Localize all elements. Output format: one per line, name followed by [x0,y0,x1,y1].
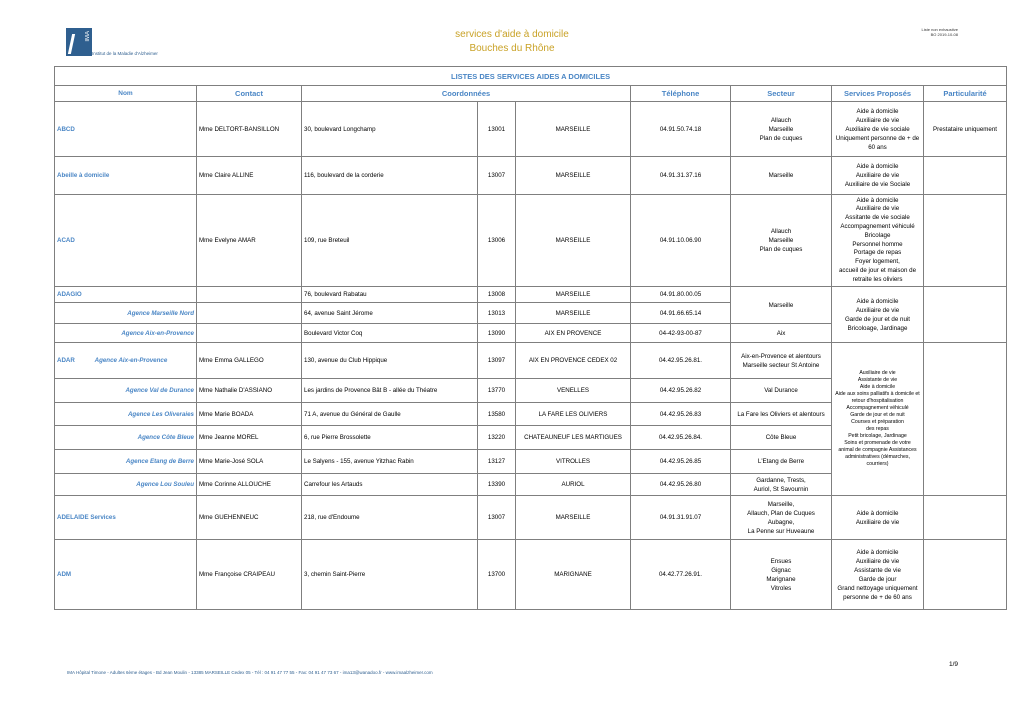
phone: 04.91.31.91.07 [631,496,731,540]
postal-code: 13700 [478,540,516,610]
address: 130, avenue du Club Hippique [302,343,478,379]
contact-name: Mme Françoise CRAIPEAU [197,540,302,610]
services-list: Aide à domicile Auxiliaire de vie Assistante de vie Garde de jour Grand nettoyage uniquement personne de + de 60 ans [832,540,924,610]
sector: Marseille [731,287,832,324]
logo-text: IMA [85,31,91,42]
contact-name: Mme Evelyne AMAR [197,195,302,287]
phone: 04.42.95.26.84. [631,426,731,450]
services-list: Aide à domicile Auxiliaire de vie Auxiliaire de vie Sociale [832,157,924,195]
contact-name: Mme GUEHENNEUC [197,496,302,540]
sector: Aix-en-Provence et alentours Marseille secteur St Antoine [731,343,832,379]
particularity [924,287,1007,343]
table-row [55,496,1007,540]
header-particularite: Particularité [924,86,1007,102]
phone: 04.91.10.06.90 [631,195,731,287]
contact-name: Mme Claire ALLINE [197,157,302,195]
address: 109, rue Breteuil [302,195,478,287]
org-name: ADM [55,540,197,610]
services-list: Aide à domicile Auxiliaire de vie [832,496,924,540]
table-header-row [55,86,1007,102]
city: AIX EN PROVENCE [516,324,631,343]
agency-name: Agence Val de Durance [55,379,197,403]
postal-code: 13127 [478,450,516,474]
table-row [55,195,1007,287]
agency-name: Agence Aix-en-Provence [94,357,168,364]
agency-name: Agence Aix-en-Provence [55,324,197,343]
city: MARSEILLE [516,157,631,195]
particularity [924,496,1007,540]
postal-code: 13090 [478,324,516,343]
agency-name: Agence Lou Souleu [55,474,197,496]
header-coordonnees: Coordonnées [302,86,631,102]
sector: Marseille [731,157,832,195]
city: AURIOL [516,474,631,496]
services-list: Aide à domicile Auxiliaire de vie Auxiliaire de vie sociale Uniquement personne de + de 60 ans [832,102,924,157]
phone: 04.91.31.37.16 [631,157,731,195]
agency-name: Agence Etang de Berre [55,450,197,474]
city: MARSEILLE [516,195,631,287]
address: 64, avenue Saint Jérome [302,303,478,324]
org-name-main: ADAR [57,357,75,364]
address: 3, chemin Saint-Pierre [302,540,478,610]
contact-name [197,324,302,343]
table-caption-row [55,67,1007,86]
phone: 04.42.95.26.83 [631,403,731,426]
services-table [54,66,1007,610]
contact-name [197,303,302,324]
city: AIX EN PROVENCE CEDEX 02 [516,343,631,379]
org-name: ADAGIO [55,287,197,303]
agency-name: Agence Les Oliveraies [55,403,197,426]
city: MARIGNANE [516,540,631,610]
phone: 04.42.95.26.80 [631,474,731,496]
document-title: services d'aide à domicile [455,29,569,40]
contact-name: Mme Jeanne MOREL [197,426,302,450]
phone: 04.42.95.26.85 [631,450,731,474]
table-row [55,102,1007,157]
postal-code: 13006 [478,195,516,287]
header-contact: Contact [197,86,302,102]
table-row [55,157,1007,195]
city: MARSEILLE [516,496,631,540]
footer-contact: IMA Hôpital Timone - Adultes 6ème étages - Bd Jean Moulin - 13385 MARSEILLE Cedex 05 - Tél : 04 91 47 77 55 - Fax: 04 91 47 73 67 - ima13@wanadoo.fr - www.imaalzheimer.com [67,670,433,675]
agency-name: Agence Côte Bleue [55,426,197,450]
phone: 04.42.95.26.82 [631,379,731,403]
phone: 04-42-93-00-87 [631,324,731,343]
org-name: ADELAIDE Services [55,496,197,540]
table-caption: LISTES DES SERVICES AIDES A DOMICILES [55,67,1007,86]
postal-code: 13580 [478,403,516,426]
agency-name: Agence Marseille Nord [55,303,197,324]
page-number: 1/9 [948,661,958,668]
sector: Val Durance [731,379,832,403]
postal-code: 13001 [478,102,516,157]
city: MARSEILLE [516,102,631,157]
particularity [924,195,1007,287]
note-line-2: BO 2019-10-08 [930,32,958,37]
city: VITROLLES [516,450,631,474]
contact-name: Mme Corinne ALLOUCHE [197,474,302,496]
postal-code: 13390 [478,474,516,496]
header-secteur: Secteur [731,86,832,102]
address: Carrefour les Artauds [302,474,478,496]
sector: Aix [731,324,832,343]
address: 30, boulevard Longchamp [302,102,478,157]
note-line-1: Liste non exhaustive [921,27,958,32]
header-note [922,27,958,37]
city: MARSEILLE [516,287,631,303]
address: 116, boulevard de la corderie [302,157,478,195]
contact-name: Mme Emma GALLEGO [197,343,302,379]
postal-code: 13008 [478,287,516,303]
contact-name: Mme DELTORT-BANSILLON [197,102,302,157]
sector: Ensues Gignac Marignane Vitroles [731,540,832,610]
contact-name: Mme Marie-José SOLA [197,450,302,474]
table-row [55,343,1007,379]
postal-code: 13013 [478,303,516,324]
services-list: Aide à domicile Auxiliaire de vie Garde de jour et de nuit Bricoloage, Jardinage [832,287,924,343]
services-list: Aide à domicile Auxiliaire de vie Assitante de vie sociale Accompagnement véhiculé Bricolage Personnel homme Portage de repas Foyer logement, accueil de jour et maison de retraite les oliviers [832,195,924,287]
address: 218, rue d'Endoume [302,496,478,540]
table-row [55,540,1007,610]
org-name: ABCD [55,102,197,157]
phone: 04.42.77.26.91. [631,540,731,610]
header-telephone: Téléphone [631,86,731,102]
sector: Marseille, Allauch, Plan de Cuques Aubagne, La Penne sur Huveaune [731,496,832,540]
header-services: Services Proposés [832,86,924,102]
contact-name: Mme Nathalie D'ASSIANO [197,379,302,403]
postal-code: 13007 [478,157,516,195]
phone: 04.91.80.00.05 [631,287,731,303]
city: LA FARE LES OLIVIERS [516,403,631,426]
postal-code: 13770 [478,379,516,403]
postal-code: 13097 [478,343,516,379]
address: Boulevard Victor Coq [302,324,478,343]
phone: 04.42.95.26.81. [631,343,731,379]
contact-name: Mme Marie BOADA [197,403,302,426]
sector: La Fare les Oliviers et alentours [731,403,832,426]
phone: 04.91.50.74.18 [631,102,731,157]
address: Le Salyens - 155, avenue Yitzhac Rabin [302,450,478,474]
city: VENELLES [516,379,631,403]
particularity [924,343,1007,496]
address: Les jardins de Provence Bât B - allée du Théatre [302,379,478,403]
logo-caption: Institut de la Maladie d'Alzheimer [92,51,158,56]
address: 6, rue Pierre Brossolette [302,426,478,450]
city: MARSEILLE [516,303,631,324]
postal-code: 13007 [478,496,516,540]
address: 76, boulevard Rabatau [302,287,478,303]
org-name: ACAD [55,195,197,287]
particularity [924,540,1007,610]
sector: L'Etang de Berre [731,450,832,474]
services-list: Auxiliaire de vie Assistante de vie Aide à domicile Aide aux soins palliatifs à domicile et retour d'hospitalisation Accompagnement véhiculé Garde de jour et de nuit Courses et préparation des repas Petit bricolage, Jardinage Soins et promenade de votre animal de compagnie Assistances administratives (démarches, courriers) [832,343,924,496]
phone: 04.91.66.65.14 [631,303,731,324]
org-name [55,343,197,379]
sector: Allauch Marseille Plan de cuques [731,102,832,157]
header-nom: Nom [55,86,197,102]
sector: Côte Bleue [731,426,832,450]
sector: Allauch Marseille Plan de cuques [731,195,832,287]
sector: Gardanne, Trests, Auriol, St Savournin [731,474,832,496]
particularity: Prestataire uniquement [924,102,1007,157]
contact-name [197,287,302,303]
table-row [55,287,1007,303]
city: CHATEAUNEUF LES MARTIGUES [516,426,631,450]
address: 71 A, avenue du Général de Gaulle [302,403,478,426]
postal-code: 13220 [478,426,516,450]
org-name: Abeille à domicile [55,157,197,195]
particularity [924,157,1007,195]
document-subtitle: Bouches du Rhône [469,43,555,54]
